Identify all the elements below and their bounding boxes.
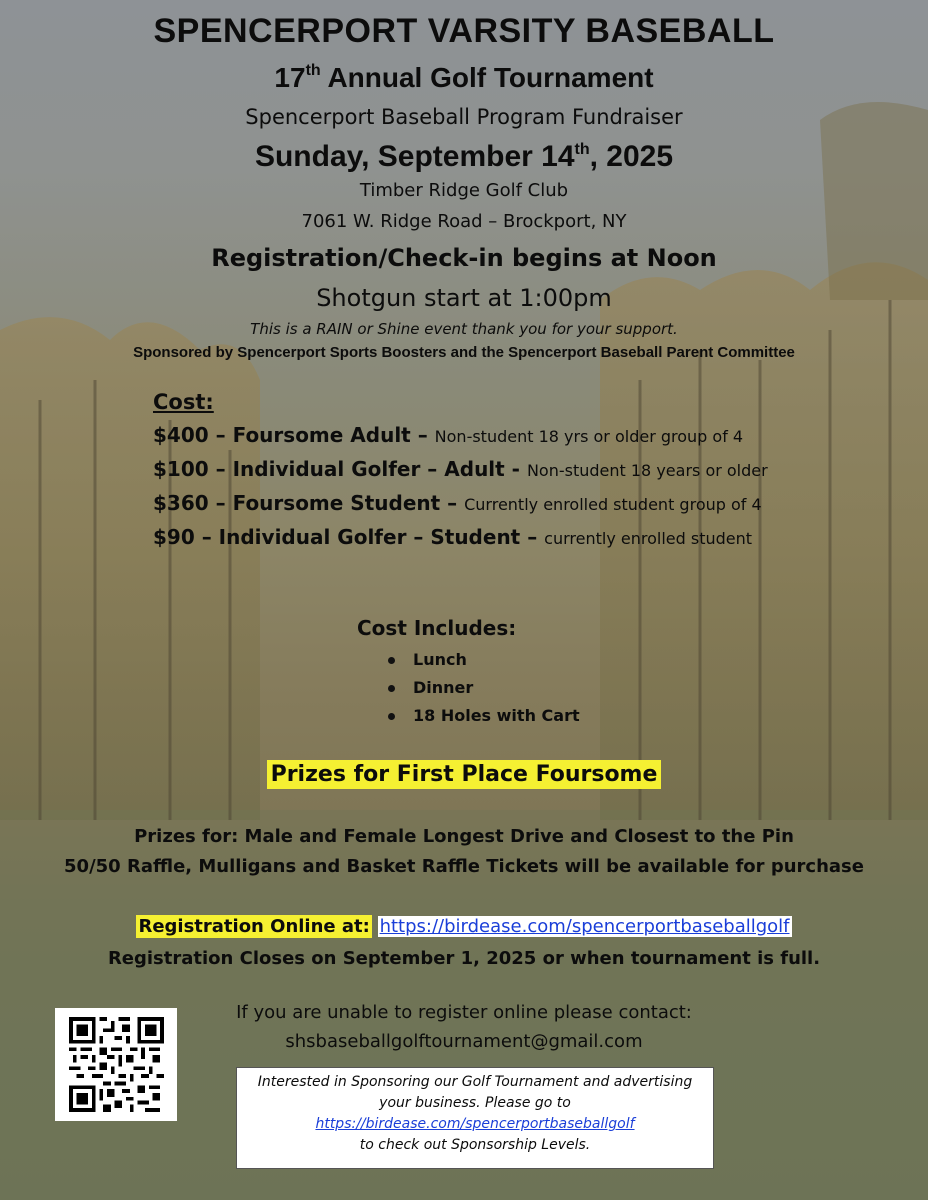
venue-address: 7061 W. Ridge Road – Brockport, NY [301, 211, 627, 232]
date-prefix: Sunday, September 14 [254, 140, 575, 173]
sponsor-link[interactable]: https://birdease.com/spencerportbaseballgolf [315, 1116, 635, 1132]
rain-note: This is a RAIN or Shine event thank you for your support. [250, 320, 678, 338]
cost-row [153, 418, 768, 452]
first-place-prize [0, 760, 928, 789]
contact-instructions: If you are unable to register online please contact: [236, 1002, 692, 1023]
fundraiser-line: Spencerport Baseball Program Fundraiser [245, 105, 683, 129]
list-item [357, 702, 580, 730]
list-item-label: Dinner [413, 678, 474, 697]
tournament-name: Annual Golf Tournament [327, 62, 654, 93]
sponsor-line-1: Interested in Sponsoring our Golf Tournament and advertising [257, 1074, 693, 1090]
prizes-line-1: Prizes for: Male and Female Longest Drive and Closest to the Pin [134, 826, 794, 847]
shotgun-start: Shotgun start at 1:00pm [316, 284, 612, 312]
sponsor-line-2: your business. Please go to [379, 1095, 571, 1111]
cost-note: Non-student 18 yrs or older group of 4 [434, 427, 744, 446]
date-ordinal: th [574, 141, 590, 158]
cost-price: $90 – Individual Golfer – Student – [153, 525, 545, 549]
cost-section [153, 390, 768, 554]
list-item-label: 18 Holes with Cart [413, 706, 580, 725]
contact-email[interactable]: shsbaseballgolftournament@gmail.com [285, 1031, 643, 1052]
cost-price: $360 – Foursome Student – [153, 491, 465, 515]
ordinal-suffix: th [305, 62, 321, 79]
list-item-label: Lunch [413, 650, 467, 669]
sponsored-by: Sponsored by Spencerport Sports Boosters and the Spencerport Baseball Parent Committee [133, 344, 795, 361]
bullet-icon [388, 713, 395, 720]
registration-online [0, 916, 928, 937]
registration-time: Registration/Check-in begins at Noon [211, 244, 717, 272]
cost-includes-heading: Cost Includes: [357, 616, 517, 640]
tournament-title [0, 62, 928, 94]
event-date [0, 140, 928, 174]
list-item [357, 646, 580, 674]
sponsor-line-4: to check out Sponsorship Levels. [359, 1137, 591, 1153]
cost-row [153, 486, 768, 520]
cost-includes-section [357, 616, 580, 730]
registration-online-label: Registration Online at: [138, 916, 370, 937]
cost-row [153, 452, 768, 486]
tournament-number: 17 [274, 62, 306, 93]
prizes-line-2: 50/50 Raffle, Mulligans and Basket Raffle Tickets will be available for purchase [64, 856, 864, 877]
first-place-highlight: Prizes for First Place Foursome [267, 760, 662, 789]
registration-link[interactable]: https://birdease.com/spencerportbaseballgolf [379, 916, 790, 937]
date-year: , 2025 [589, 140, 674, 173]
cost-price: $100 – Individual Golfer – Adult - [153, 457, 527, 481]
sponsorship-box [236, 1067, 714, 1169]
bullet-icon [388, 685, 395, 692]
cost-note: currently enrolled student [544, 529, 753, 548]
list-item [357, 674, 580, 702]
cost-note: Non-student 18 years or older [526, 461, 768, 480]
venue-name: Timber Ridge Golf Club [359, 180, 569, 201]
registration-closes: Registration Closes on September 1, 2025 or when tournament is full. [107, 948, 821, 969]
cost-note: Currently enrolled student group of 4 [464, 495, 762, 514]
cost-heading: Cost: [153, 390, 214, 414]
bullet-icon [388, 657, 395, 664]
cost-row [153, 520, 768, 554]
qr-code[interactable] [55, 1008, 177, 1121]
cost-price: $400 – Foursome Adult – [153, 423, 435, 447]
qr-code-icon [69, 1017, 164, 1112]
page-title: SPENCERPORT VARSITY BASEBALL [153, 12, 775, 50]
